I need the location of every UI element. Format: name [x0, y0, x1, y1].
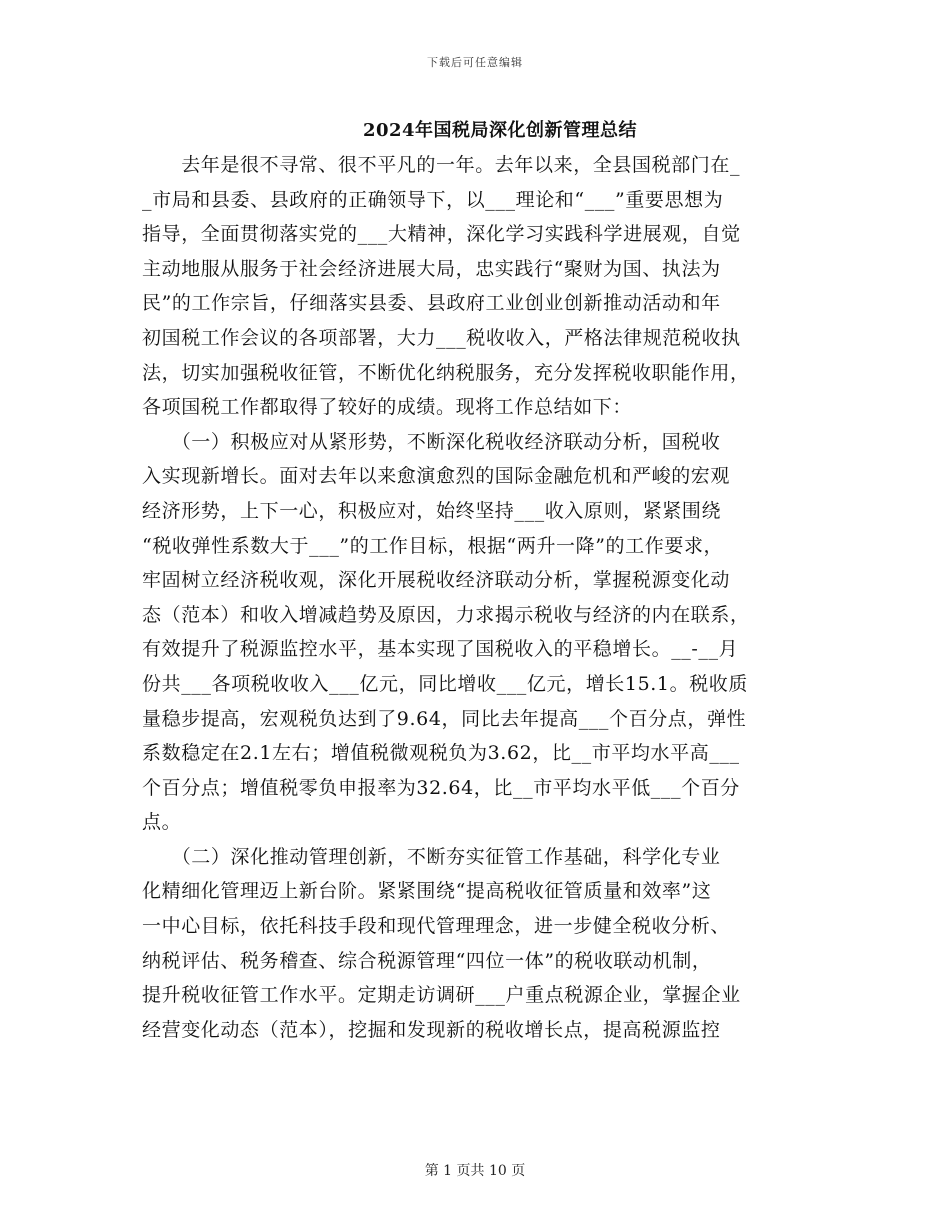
- body-line: 纳税评估、税务稽查、综合税源管理“四位一体”的税收联动机制，: [142, 949, 712, 972]
- body-line: 有效提升了税源监控水平，基本实现了国税收入的平稳增长。__-__月: [142, 638, 739, 661]
- body-line: 化精细化管理迈上新台阶。紧紧围绕“提高税收征管质量和效率”这: [142, 880, 712, 903]
- body-line: _市局和县委、县政府的正确领导下，以___理论和“___”重要思想为: [142, 188, 724, 211]
- header-note: 下载后可任意编辑: [427, 56, 523, 69]
- body-line: 点。: [142, 811, 182, 834]
- document-title: 2024年国税局深化创新管理总结: [362, 120, 638, 141]
- body-line: 个百分点；增值税零负申报率为32.64，比__市平均水平低___个百分: [142, 776, 740, 799]
- document-body: [142, 148, 812, 1047]
- body-line: 各项国税工作都取得了较好的成绩。现将工作总结如下：: [142, 396, 633, 419]
- body-line: 一中心目标，依托科技手段和现代管理理念，进一步健全税收分析、: [142, 915, 731, 938]
- page-footer: 第 1 页共 10 页: [424, 1163, 526, 1179]
- body-line: 经营变化动态（范本），挖掘和发现新的税收增长点，提高税源监控: [142, 1018, 721, 1041]
- body-line: 系数稳定在2.1左右；增值税微观税负为3.62，比__市平均水平高___: [142, 742, 740, 765]
- body-line: （二）深化推动管理创新，不断夯实征管工作基础，科学化专业: [142, 845, 721, 868]
- body-line: 主动地服从服务于社会经济进展大局，忠实践行“聚财为国、执法为: [142, 257, 721, 280]
- body-line: 态（范本）和收入增减趋势及原因，力求揭示税收与经济的内在联系，: [142, 603, 750, 626]
- body-line: 指导，全面贯彻落实党的___大精神，深化学习实践科学进展观，自觉: [142, 223, 741, 246]
- body-line: 经济形势，上下一心，积极应对，始终坚持___收入原则，紧紧围绕: [142, 499, 722, 522]
- body-line: 初国税工作会议的各项部署，大力___税收收入，严格法律规范税收执: [142, 326, 741, 349]
- body-line: “税收弹性系数大于___”的工作目标，根据“两升一降”的工作要求，: [142, 534, 724, 557]
- body-line: 提升税收征管工作水平。定期走访调研___户重点税源企业，掌握企业: [142, 984, 741, 1007]
- body-line: 去年是很不寻常、很不平凡的一年。去年以来，全县国税部门在_: [142, 154, 741, 176]
- body-line: 份共___各项税收收入___亿元，同比增收___亿元，增长15.1。税收质: [142, 672, 749, 695]
- body-line: （一）积极应对从紧形势，不断深化税收经济联动分析，国税收: [142, 430, 721, 453]
- body-line: 牢固树立经济税收观，深化开展税收经济联动分析，掌握税源变化动: [142, 569, 731, 592]
- body-line: 入实现新增长。面对去年以来愈演愈烈的国际金融危机和严峻的宏观: [142, 465, 731, 488]
- body-line: 量稳步提高，宏观税负达到了9.64，同比去年提高___个百分点，弹性: [142, 707, 747, 730]
- body-line: 法，切实加强税收征管，不断优化纳税服务，充分发挥税收职能作用，: [142, 361, 750, 384]
- body-line: 民”的工作宗旨，仔细落实县委、县政府工业创业创新推动活动和年: [142, 292, 721, 315]
